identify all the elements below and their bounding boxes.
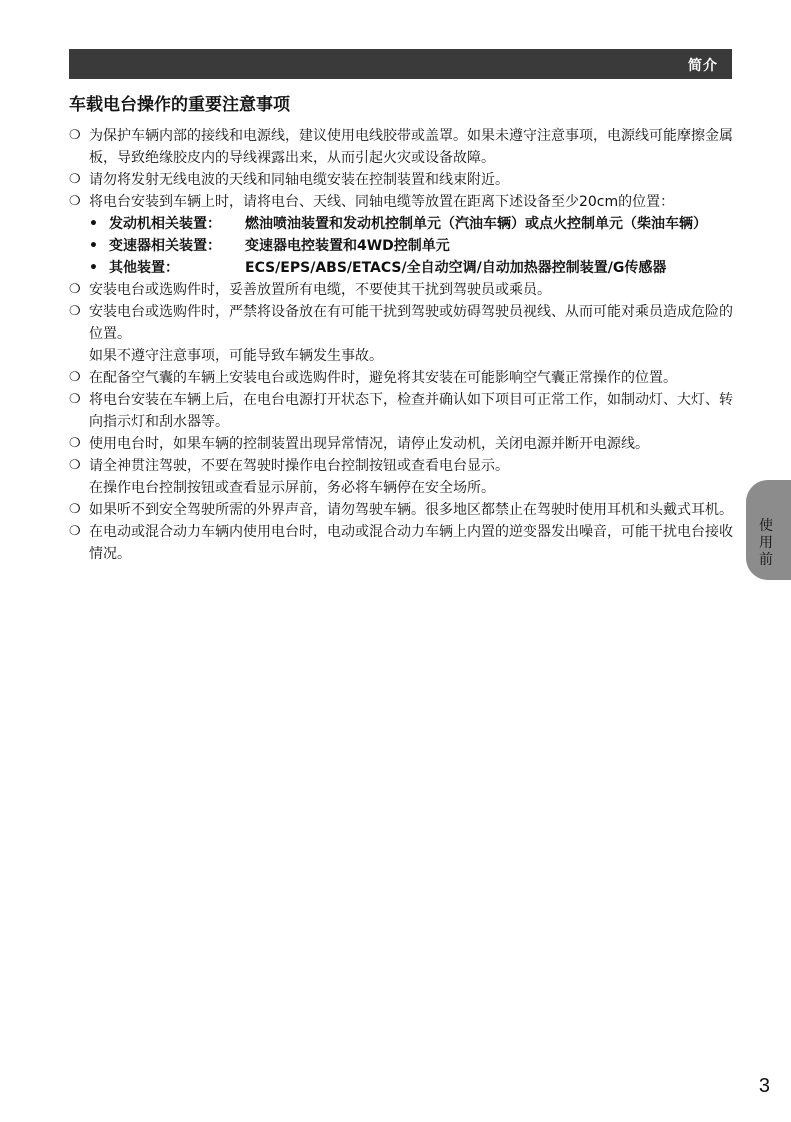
item-text: 在电动或混合动力车辆内使用电台时，电动或混合动力车辆上内置的逆变器发出噪音，可能干扰电台接收情况。 [89, 524, 733, 562]
bullet-circle-icon: ❍ [69, 282, 81, 297]
list-item [69, 125, 733, 169]
precautions-list [69, 125, 733, 565]
side-tab-char: 前 [759, 552, 773, 568]
list-item [69, 389, 733, 433]
device-item [69, 213, 733, 235]
item-text: 安装电台或选购件时，严禁将设备放在有可能干扰到驾驶或妨碍驾驶员视线、从而可能对乘员造成危险的位置。 [89, 304, 733, 342]
section-header-bar [69, 49, 732, 79]
bullet-circle-icon: ❍ [69, 392, 81, 407]
list-item [69, 279, 733, 301]
bullet-circle-icon: ❍ [69, 304, 81, 319]
item-note: 在操作电台控制按钮或查看显示屏前，务必将车辆停在安全场所。 [89, 480, 495, 496]
list-item [69, 455, 733, 477]
bullet-dot-icon: • [89, 238, 98, 254]
bullet-circle-icon: ❍ [69, 502, 81, 517]
device-text: 变速器电控装置和4WD控制单元 [245, 238, 450, 254]
bullet-circle-icon: ❍ [69, 436, 81, 451]
chapter-side-label [757, 518, 775, 569]
bullet-dot-icon: • [89, 260, 98, 276]
page-heading: 车载电台操作的重要注意事项 [69, 95, 290, 115]
list-item [69, 367, 733, 389]
item-note: 如果不遵守注意事项，可能导致车辆发生事故。 [89, 348, 383, 364]
bullet-circle-icon: ❍ [69, 172, 81, 187]
device-item [69, 235, 733, 257]
item-text: 请勿将发射无线电波的天线和同轴电缆安装在控制装置和线束附近。 [89, 172, 509, 188]
item-text: 使用电台时，如果车辆的控制装置出现异常情况，请停止发动机，关闭电源并断开电源线。 [89, 436, 649, 452]
list-item [69, 191, 733, 213]
device-label: 发动机相关装置： [109, 216, 221, 232]
device-label: 其他装置： [109, 260, 179, 276]
item-text: 如果听不到安全驾驶所需的外界声音，请勿驾驶车辆。很多地区都禁止在驾驶时使用耳机和头戴式耳机。 [89, 502, 733, 518]
device-item [69, 257, 733, 279]
list-item [69, 301, 733, 345]
list-item [69, 433, 733, 455]
page-number: 3 [758, 1075, 770, 1097]
device-text: 燃油喷油装置和发动机控制单元（汽油车辆）或点火控制单元（柴油车辆） [245, 216, 707, 232]
bullet-circle-icon: ❍ [69, 128, 81, 143]
item-text: 将电台安装到车辆上时，请将电台、天线、同轴电缆等放置在距离下述设备至少20cm的位置： [89, 194, 675, 210]
bullet-circle-icon: ❍ [69, 370, 81, 385]
item-text: 为保护车辆内部的接线和电源线，建议使用电线胶带或盖罩。如果未遵守注意事项，电源线可能摩擦金属板，导致绝缘胶皮内的导线裸露出来，从而引起火灾或设备故障。 [89, 128, 733, 166]
bullet-dot-icon: • [89, 216, 98, 232]
item-text: 在配备空气囊的车辆上安装电台或选购件时，避免将其安装在可能影响空气囊正常操作的位置。 [89, 370, 677, 386]
side-tab-char: 用 [759, 535, 773, 551]
item-text: 安装电台或选购件时，妥善放置所有电缆，不要使其干扰到驾驶员或乘员。 [89, 282, 551, 298]
list-item [69, 521, 733, 565]
list-item [69, 169, 733, 191]
item-text: 请全神贯注驾驶，不要在驾驶时操作电台控制按钮或查看电台显示。 [89, 458, 509, 474]
section-title: 简介 [688, 58, 718, 74]
bullet-circle-icon: ❍ [69, 458, 81, 473]
side-tab-char: 使 [759, 518, 773, 534]
item-text: 将电台安装在车辆上后，在电台电源打开状态下，检查并确认如下项目可正常工作，如制动灯、大灯、转向指示灯和刮水器等。 [89, 392, 733, 430]
bullet-circle-icon: ❍ [69, 524, 81, 539]
device-text: ECS/EPS/ABS/ETACS/全自动空调/自动加热器控制装置/G传感器 [245, 260, 667, 276]
device-label: 变速器相关装置： [109, 238, 221, 254]
list-item [69, 499, 733, 521]
bullet-circle-icon: ❍ [69, 194, 81, 209]
